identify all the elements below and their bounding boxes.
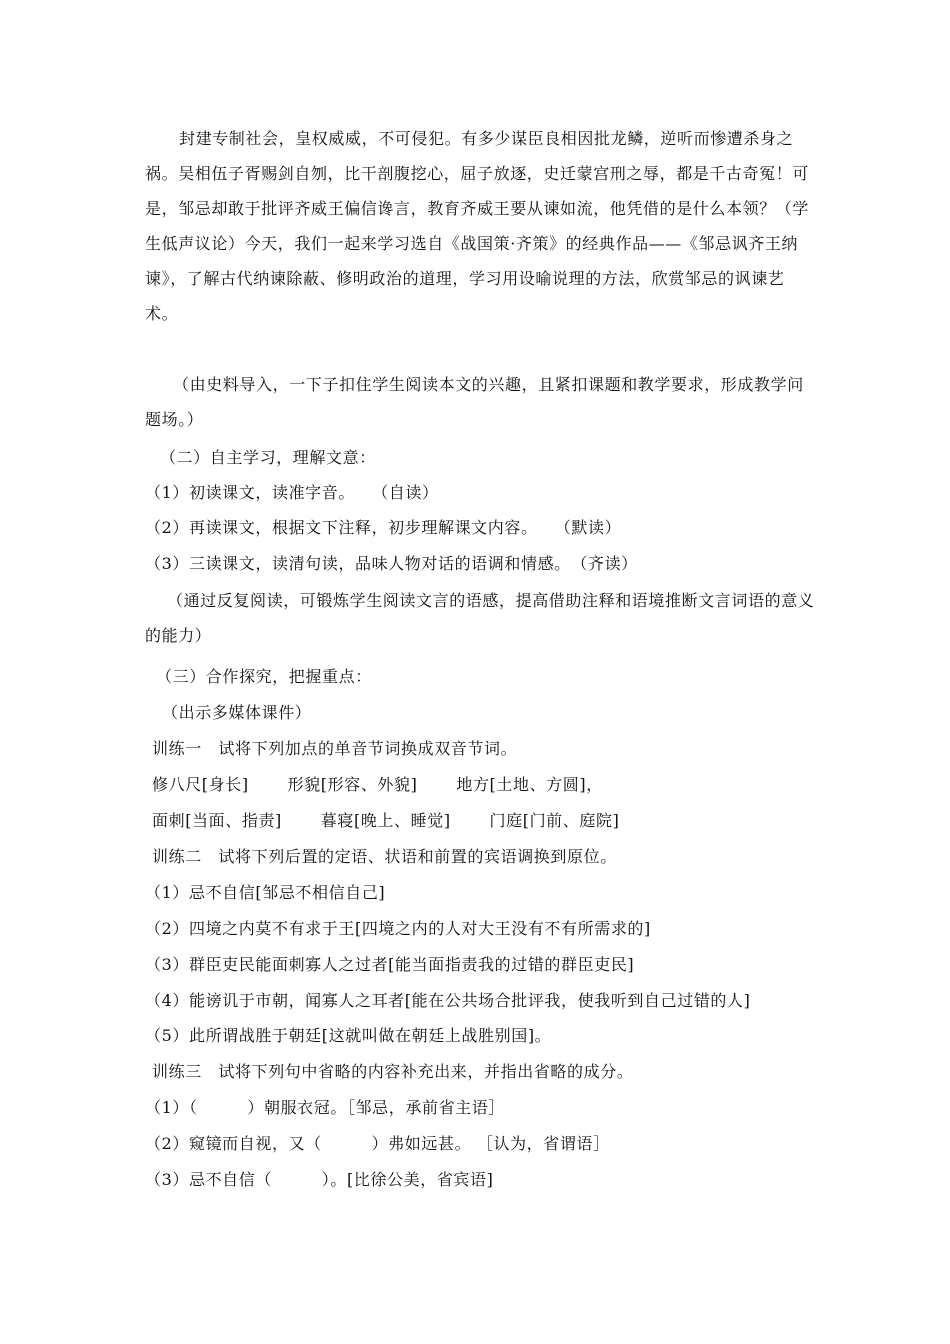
drill2-item-2: （2）四境之内莫不有求于王[四境之内的人对大王没有不有所需求的]	[145, 919, 651, 938]
drill2-item-1: （1）忌不自信[邹忌不相信自己]	[145, 883, 386, 902]
drill3-item-1: （1）（ ）朝服衣冠。［邹忌，承前省主语］	[145, 1098, 505, 1117]
drill2-item-4: （4）能谤讥于市朝，闻寡人之耳者[能在公共场合批评我，使我听到自己过错的人]	[145, 991, 751, 1010]
drill1-row-2: 面刺[当面、指责] 暮寝[晚上、睡觉] 门庭[门前、庭院]	[152, 811, 620, 830]
section2-item-3: （3）三读课文，读清句读，品味人物对话的语调和情感。 （齐读）	[145, 554, 638, 573]
section3-media: （出示多媒体课件）	[162, 703, 312, 722]
drill2-item-5: （5）此所谓战胜于朝廷[这就叫做在朝廷上战胜别国]。	[145, 1026, 552, 1045]
drill3-item-3: （3）忌不自信（ ）。[比徐公美，省宾语]	[145, 1170, 494, 1189]
drill2-item-3: （3）群臣吏民能面刺寡人之过者[能当面指责我的过错的群臣吏民]	[145, 955, 635, 974]
section2-item-1: （1）初读课文，读准字音。 （自读）	[145, 483, 439, 502]
drill1-title: 训练一 试将下列加点的单音节词换成双音节词。	[152, 739, 518, 758]
drill3-item-2: （2）窥镜而自视，又（ ）弗如远甚。 ［认为，省谓语］	[145, 1134, 610, 1153]
drill3-title: 训练三 试将下列句中省略的内容补充出来，并指出省略的成分。	[152, 1062, 634, 1081]
intro-paragraph: 封建专制社会，皇权威威，不可侵犯。有多少谋臣良相因批龙鳞，逆听而惨遭杀身之祸。吴相伍子胥赐剑自刎，比干剖腹挖心，屈子放逐，史迁蒙宫刑之辱，都是千古奇冤！可是，邹忌却敢于批评齐威王偏信谗言，教育齐威王要从谏如流，他凭借的是什么本领？（学生低声议论）今天，我们一起来学习选自《战国策·齐策》的经典作品——《邹忌讽齐王纳谏》，了解古代纳谏除蔽、修明政治的道理，学习用设喻说理的方法，欣赏邹忌的讽谏艺术。	[145, 129, 810, 323]
section2-note: （通过反复阅读，可锻炼学生阅读文言的语感，提高借助注释和语境推断文言词语的意义的能力）	[145, 591, 815, 645]
section3-heading: （三）合作探究，把握重点：	[156, 667, 372, 686]
section2-item-2: （2）再读课文，根据文下注释，初步理解课文内容。 （默读）	[145, 518, 622, 537]
drill2-title: 训练二 试将下列后置的定语、状语和前置的宾语调换到原位。	[152, 847, 617, 866]
drill1-row-1: 修八尺[身长] 形貌[形容、外貌] 地方[土地、方圆]，	[152, 775, 603, 794]
section2-heading: （二）自主学习，理解文意：	[160, 448, 376, 467]
intro-note: （由史料导入，一下子扣住学生阅读本文的兴趣，且紧扣课题和教学要求，形成教学问题场。）	[145, 375, 804, 429]
